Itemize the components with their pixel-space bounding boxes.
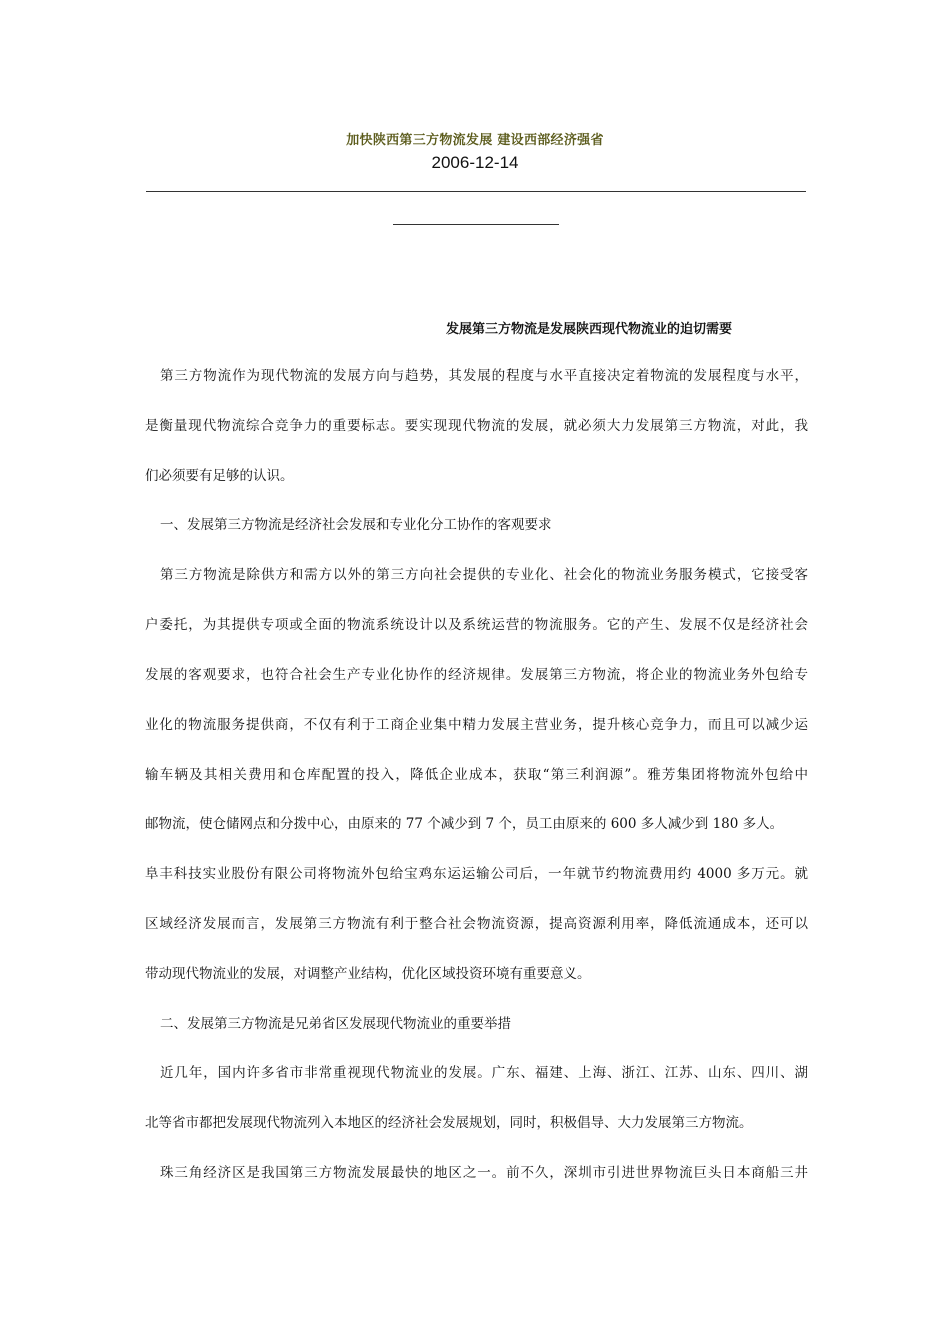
paragraph-line: 阜丰科技实业股份有限公司将物流外包给宝鸡东运运输公司后，一年就节约物流费用约 4000 多万元。就 [145, 866, 808, 882]
separator-line [146, 191, 806, 192]
paragraph-line: 户委托，为其提供专项或全面的物流系统设计以及系统运营的物流服务。它的产生、发展不仅是经济社会 [145, 617, 808, 633]
paragraph-line: 第三方物流是除供方和需方以外的第三方向社会提供的专业化、社会化的物流业务服务模式，它接受客 [160, 567, 808, 583]
paragraph-line: 们必须要有足够的认识。 [145, 468, 294, 484]
paragraph-line: 发展的客观要求，也符合社会生产专业化协作的经济规律。发展第三方物流，将企业的物流业务外包给专 [145, 667, 808, 683]
paragraph-line: 区域经济发展而言，发展第三方物流有利于整合社会物流资源，提高资源利用率，降低流通成本，还可以 [145, 916, 808, 932]
paragraph-line: 第三方物流作为现代物流的发展方向与趋势，其发展的程度与水平直接决定着物流的发展程度与水平， [160, 368, 808, 384]
section-title: 一、发展第三方物流是经济社会发展和专业化分工协作的客观要求 [160, 517, 552, 533]
paragraph-line: 输车辆及其相关费用和仓库配置的投入，降低企业成本，获取“第三利润源”。雅芳集团将物流外包给中 [145, 767, 808, 783]
separator-line-short [393, 224, 559, 225]
article-date: 2006-12-14 [431, 153, 519, 172]
paragraph-line: 是衡量现代物流综合竞争力的重要标志。要实现现代物流的发展，就必须大力发展第三方物流，对此，我 [145, 418, 808, 434]
paragraph-line: 近几年，国内许多省市非常重视现代物流业的发展。广东、福建、上海、浙江、江苏、山东、四川、湖 [160, 1065, 808, 1081]
paragraph-line: 带动现代物流业的发展，对调整产业结构，优化区域投资环境有重要意义。 [145, 966, 591, 982]
article-title: 加快陕西第三方物流发展 建设西部经济强省 [346, 133, 604, 148]
paragraph-line: 北等省市都把发展现代物流列入本地区的经济社会发展规划，同时，积极倡导、大力发展第三方物流。 [145, 1115, 753, 1131]
paragraph-line: 邮物流，使仓储网点和分拨中心，由原来的 77 个减少到 7 个，员工由原来的 600 多人减少到 180 多人。 [145, 816, 784, 832]
paragraph-line: 珠三角经济区是我国第三方物流发展最快的地区之一。前不久，深圳市引进世界物流巨头日本商船三井 [160, 1165, 808, 1181]
section-heading: 发展第三方物流是发展陕西现代物流业的迫切需要 [446, 322, 733, 337]
section-title: 二、发展第三方物流是兄弟省区发展现代物流业的重要举措 [160, 1016, 511, 1032]
paragraph-line: 业化的物流服务提供商，不仅有利于工商企业集中精力发展主营业务，提升核心竞争力，而且可以减少运 [145, 717, 808, 733]
